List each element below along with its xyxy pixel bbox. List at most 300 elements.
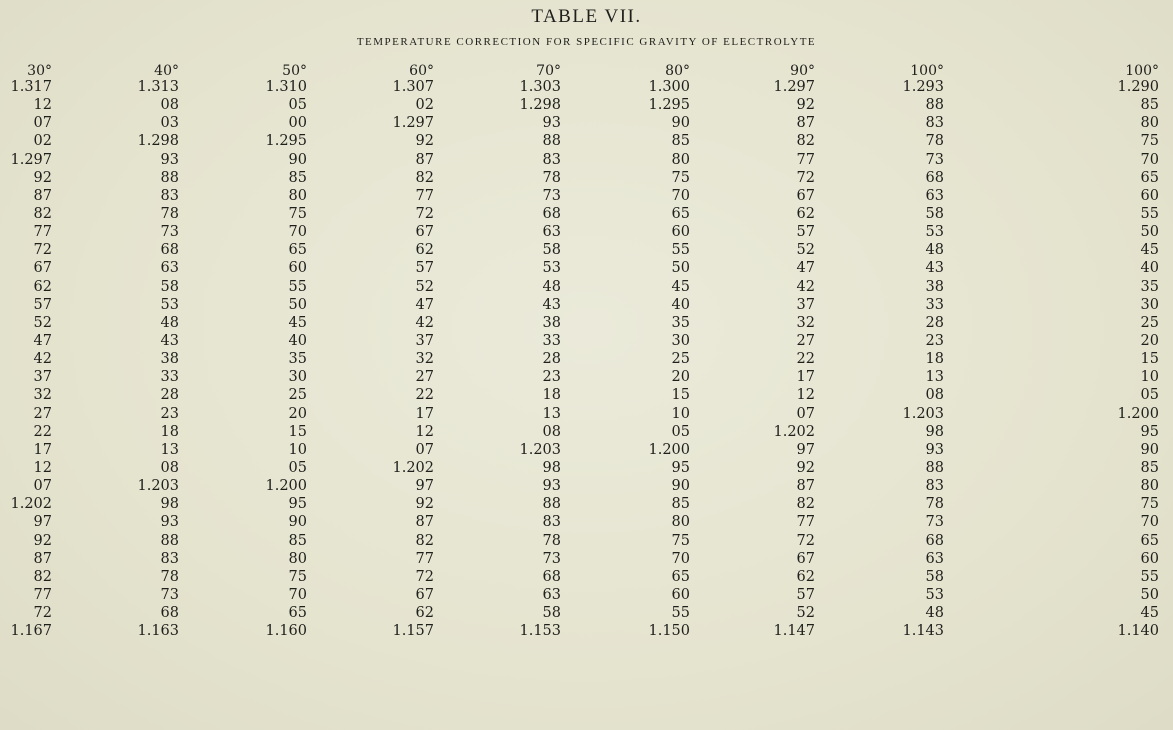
- table-cell: 20: [288, 405, 307, 422]
- table-cell: 93: [160, 151, 179, 168]
- table-cell: 70: [1140, 151, 1159, 168]
- table-cell: 67: [796, 187, 815, 204]
- table-cell: 15: [1140, 351, 1159, 368]
- table-cell: 23: [542, 369, 561, 386]
- table-cell: 02: [415, 97, 434, 114]
- table-cell: 95: [288, 496, 307, 513]
- table-cell: 13: [542, 405, 561, 422]
- table-cell: 1.202: [773, 423, 815, 440]
- table-cell: 38: [160, 351, 179, 368]
- table-cell: 92: [33, 532, 52, 549]
- table-cell: 65: [1140, 169, 1159, 186]
- table-cell: 48: [160, 314, 179, 331]
- table-cell: 88: [542, 133, 561, 150]
- table-cell: 90: [1140, 441, 1159, 458]
- table-cell: 00: [288, 115, 307, 132]
- table-cell: 78: [160, 568, 179, 585]
- table-cell: 80: [288, 187, 307, 204]
- table-cell: 37: [415, 332, 434, 349]
- table-cell: 75: [671, 532, 690, 549]
- table-cell: 95: [1140, 423, 1159, 440]
- table-cell: 93: [542, 478, 561, 495]
- table-cell: 12: [796, 387, 815, 404]
- table-cell: 10: [1140, 369, 1159, 386]
- table-cell: 70: [288, 586, 307, 603]
- table-cell: 83: [925, 115, 944, 132]
- column-header: 70°: [536, 63, 561, 79]
- table-cell: 48: [925, 242, 944, 259]
- table-cell: 62: [415, 242, 434, 259]
- table-cell: 80: [671, 514, 690, 531]
- table-cell: 58: [925, 568, 944, 585]
- table-cell: 87: [796, 115, 815, 132]
- column-header: 100°: [910, 63, 944, 79]
- table-cell: 92: [415, 133, 434, 150]
- table-cell: 90: [671, 115, 690, 132]
- table-cell: 15: [288, 423, 307, 440]
- table-cell: 58: [925, 205, 944, 222]
- table-cell: 62: [796, 568, 815, 585]
- table-cell: 72: [33, 242, 52, 259]
- table-cell: 1.300: [648, 79, 690, 95]
- table-cell: 72: [415, 205, 434, 222]
- table-cell: 73: [925, 151, 944, 168]
- table-cell: 85: [671, 496, 690, 513]
- table-cell: 1.203: [519, 441, 561, 458]
- table-cell: 05: [288, 459, 307, 476]
- table-cell: 1.297: [10, 151, 52, 168]
- table-cell: 82: [415, 169, 434, 186]
- table-cell: 68: [925, 532, 944, 549]
- table-cell: 30: [1140, 296, 1159, 313]
- table-cell: 83: [542, 514, 561, 531]
- table-cell: 08: [160, 459, 179, 476]
- table-cell: 60: [1140, 550, 1159, 567]
- table-cell: 68: [160, 605, 179, 622]
- table-cell: 68: [925, 169, 944, 186]
- table-cell: 02: [33, 133, 52, 150]
- table-cell: 67: [796, 550, 815, 567]
- table-column: [743, 64, 815, 640]
- table-cell: 1.202: [10, 496, 52, 513]
- table-cell: 65: [288, 605, 307, 622]
- table-cell: 58: [542, 242, 561, 259]
- table-cell: 77: [796, 514, 815, 531]
- table-cell: 53: [542, 260, 561, 277]
- table-cell: 05: [671, 423, 690, 440]
- table-cell: 47: [415, 296, 434, 313]
- table-cell: 90: [288, 514, 307, 531]
- table-cell: 90: [288, 151, 307, 168]
- table-cell: 27: [415, 369, 434, 386]
- table-cell: 12: [33, 97, 52, 114]
- table-cell: 07: [33, 115, 52, 132]
- table-cell: 85: [288, 532, 307, 549]
- table-cell: 93: [542, 115, 561, 132]
- table-cell: 78: [160, 205, 179, 222]
- table-cell: 65: [671, 568, 690, 585]
- table-cell: 73: [542, 187, 561, 204]
- table-cell: 93: [925, 441, 944, 458]
- table-cell: 77: [33, 224, 52, 241]
- table-cell: 1.293: [902, 79, 944, 95]
- table-cell: 1.303: [519, 79, 561, 95]
- table-cell: 07: [33, 478, 52, 495]
- table-cell: 15: [671, 387, 690, 404]
- table-cell: 27: [796, 332, 815, 349]
- table-cell: 57: [33, 296, 52, 313]
- table-cell: 1.297: [392, 115, 434, 132]
- table-cell: 30: [288, 369, 307, 386]
- table-cell: 53: [160, 296, 179, 313]
- table-cell: 78: [925, 133, 944, 150]
- table-column: [235, 64, 307, 640]
- table-cell: 83: [542, 151, 561, 168]
- table-cell: 23: [160, 405, 179, 422]
- table-column: [489, 64, 561, 640]
- table-column: [1087, 64, 1159, 640]
- table-cell: 55: [671, 242, 690, 259]
- table-cell: 88: [925, 97, 944, 114]
- table-cell: 38: [542, 314, 561, 331]
- table-cell: 33: [925, 296, 944, 313]
- table-cell: 72: [796, 532, 815, 549]
- table-cell: 83: [925, 478, 944, 495]
- table-cell: 85: [1140, 459, 1159, 476]
- table-cell: 17: [796, 369, 815, 386]
- table-cell: 82: [33, 205, 52, 222]
- table-cell: 10: [671, 405, 690, 422]
- table-cell: 45: [288, 314, 307, 331]
- table-cell: 07: [796, 405, 815, 422]
- table-cell: 65: [288, 242, 307, 259]
- table-cell: 25: [671, 351, 690, 368]
- table-cell: 70: [1140, 514, 1159, 531]
- table-cell: 1.298: [137, 133, 179, 150]
- table-cell: 55: [288, 278, 307, 295]
- table-column: [872, 64, 944, 640]
- table-cell: 43: [925, 260, 944, 277]
- table-cell: 50: [1140, 224, 1159, 241]
- table-cell: 97: [415, 478, 434, 495]
- table-cell: 72: [33, 605, 52, 622]
- table-cell: 80: [1140, 478, 1159, 495]
- table-cell: 55: [1140, 568, 1159, 585]
- table-cell: 1.160: [265, 623, 307, 640]
- table-cell: 1.153: [519, 623, 561, 640]
- table-cell: 85: [288, 169, 307, 186]
- table-cell: 97: [33, 514, 52, 531]
- table-cell: 1.203: [902, 405, 944, 422]
- table-cell: 48: [925, 605, 944, 622]
- table-cell: 43: [542, 296, 561, 313]
- table-cell: 32: [33, 387, 52, 404]
- column-header: 50°: [282, 63, 307, 79]
- table-cell: 37: [796, 296, 815, 313]
- table-cell: 53: [925, 224, 944, 241]
- table-cell: 78: [925, 496, 944, 513]
- table-cell: 17: [33, 441, 52, 458]
- table-cell: 28: [542, 351, 561, 368]
- table-cell: 68: [160, 242, 179, 259]
- table-cell: 70: [671, 550, 690, 567]
- table-cell: 62: [796, 205, 815, 222]
- table-cell: 42: [796, 278, 815, 295]
- table-cell: 90: [671, 478, 690, 495]
- table-cell: 87: [33, 550, 52, 567]
- table-cell: 68: [542, 205, 561, 222]
- table-cell: 20: [671, 369, 690, 386]
- table-cell: 33: [542, 332, 561, 349]
- table-cell: 48: [542, 278, 561, 295]
- table-cell: 52: [796, 242, 815, 259]
- table-cell: 08: [160, 97, 179, 114]
- table-cell: 88: [925, 459, 944, 476]
- table-cell: 60: [671, 586, 690, 603]
- table-cell: 77: [415, 187, 434, 204]
- table-cell: 72: [796, 169, 815, 186]
- table-cell: 50: [288, 296, 307, 313]
- table-cell: 1.310: [265, 79, 307, 95]
- table-cell: 63: [925, 550, 944, 567]
- table-cell: 1.313: [137, 79, 179, 95]
- table-cell: 87: [796, 478, 815, 495]
- table-cell: 75: [1140, 133, 1159, 150]
- table-cell: 98: [160, 496, 179, 513]
- table-column: [107, 64, 179, 640]
- table-cell: 52: [796, 605, 815, 622]
- table-cell: 82: [33, 568, 52, 585]
- table-cell: 08: [542, 423, 561, 440]
- table-cell: 47: [33, 332, 52, 349]
- table-cell: 75: [1140, 496, 1159, 513]
- column-header: 30°: [27, 63, 52, 79]
- table-cell: 67: [415, 224, 434, 241]
- table-cell: 25: [288, 387, 307, 404]
- table-cell: 37: [33, 369, 52, 386]
- table-cell: 63: [925, 187, 944, 204]
- table-cell: 72: [415, 568, 434, 585]
- table-cell: 1.203: [137, 478, 179, 495]
- table-cell: 18: [542, 387, 561, 404]
- table-cell: 65: [1140, 532, 1159, 549]
- table-cell: 55: [1140, 205, 1159, 222]
- table-cell: 12: [415, 423, 434, 440]
- table-cell: 80: [671, 151, 690, 168]
- table-cell: 1.200: [1117, 405, 1159, 422]
- table-cell: 92: [796, 97, 815, 114]
- table-cell: 57: [796, 586, 815, 603]
- table-cell: 82: [415, 532, 434, 549]
- table-cell: 58: [160, 278, 179, 295]
- table-cell: 68: [542, 568, 561, 585]
- table-cell: 82: [796, 496, 815, 513]
- table-cell: 85: [1140, 97, 1159, 114]
- table-cell: 33: [160, 369, 179, 386]
- table-cell: 40: [288, 332, 307, 349]
- table-cell: 95: [671, 459, 690, 476]
- table-cell: 73: [160, 586, 179, 603]
- table-cell: 35: [288, 351, 307, 368]
- table-cell: 62: [415, 605, 434, 622]
- table-cell: 83: [160, 550, 179, 567]
- table-cell: 1.317: [10, 79, 52, 95]
- table-cell: 35: [671, 314, 690, 331]
- table-cell: 1.295: [648, 97, 690, 114]
- table-cell: 38: [925, 278, 944, 295]
- table-cell: 93: [160, 514, 179, 531]
- table-cell: 77: [33, 586, 52, 603]
- column-header: 100°: [1125, 63, 1159, 79]
- table-cell: 57: [415, 260, 434, 277]
- table-cell: 13: [925, 369, 944, 386]
- table-cell: 1.295: [265, 133, 307, 150]
- table-cell: 03: [160, 115, 179, 132]
- table-cell: 63: [542, 586, 561, 603]
- table-cell: 73: [160, 224, 179, 241]
- table-cell: 43: [160, 332, 179, 349]
- table-cell: 70: [671, 187, 690, 204]
- table-cell: 07: [415, 441, 434, 458]
- table-cell: 10: [288, 441, 307, 458]
- table-cell: 73: [925, 514, 944, 531]
- table-cell: 53: [925, 586, 944, 603]
- table-cell: 88: [160, 169, 179, 186]
- table-cell: 98: [542, 459, 561, 476]
- table-cell: 40: [1140, 260, 1159, 277]
- table-cell: 45: [671, 278, 690, 295]
- table-cell: 60: [671, 224, 690, 241]
- table-cell: 1.290: [1117, 79, 1159, 95]
- table-title: TABLE VII.: [531, 6, 642, 27]
- table-cell: 85: [671, 133, 690, 150]
- table-cell: 35: [1140, 278, 1159, 295]
- table-cell: 92: [796, 459, 815, 476]
- table-cell: 78: [542, 169, 561, 186]
- table-cell: 80: [288, 550, 307, 567]
- table-cell: 1.298: [519, 97, 561, 114]
- column-header: 60°: [409, 63, 434, 79]
- table-cell: 25: [1140, 314, 1159, 331]
- table-cell: 67: [415, 586, 434, 603]
- table-cell: 80: [1140, 115, 1159, 132]
- table-cell: 60: [288, 260, 307, 277]
- column-header: 80°: [665, 63, 690, 79]
- table-cell: 52: [415, 278, 434, 295]
- table-cell: 1.147: [773, 623, 815, 640]
- table-cell: 1.202: [392, 459, 434, 476]
- table-cell: 67: [33, 260, 52, 277]
- table-cell: 22: [796, 351, 815, 368]
- table-cell: 92: [33, 169, 52, 186]
- table-cell: 1.200: [648, 441, 690, 458]
- table-column: [0, 64, 52, 640]
- table-cell: 92: [415, 496, 434, 513]
- table-cell: 58: [542, 605, 561, 622]
- table-cell: 12: [33, 459, 52, 476]
- table-cell: 78: [542, 532, 561, 549]
- table-column: [362, 64, 434, 640]
- column-header: 40°: [154, 63, 179, 79]
- table-cell: 1.140: [1117, 623, 1159, 640]
- table-cell: 28: [925, 314, 944, 331]
- table-cell: 98: [925, 423, 944, 440]
- table-cell: 83: [160, 187, 179, 204]
- table-cell: 75: [671, 169, 690, 186]
- table-cell: 13: [160, 441, 179, 458]
- table-cell: 42: [415, 314, 434, 331]
- table-cell: 1.163: [137, 623, 179, 640]
- table-cell: 88: [160, 532, 179, 549]
- table-cell: 32: [796, 314, 815, 331]
- table-cell: 70: [288, 224, 307, 241]
- table-column: [618, 64, 690, 640]
- table-cell: 28: [160, 387, 179, 404]
- table-cell: 17: [415, 405, 434, 422]
- table-cell: 47: [796, 260, 815, 277]
- table-cell: 73: [542, 550, 561, 567]
- table-cell: 77: [415, 550, 434, 567]
- table-cell: 45: [1140, 242, 1159, 259]
- table-cell: 97: [796, 441, 815, 458]
- table-cell: 75: [288, 568, 307, 585]
- table-cell: 20: [1140, 332, 1159, 349]
- column-header: 90°: [790, 63, 815, 79]
- table-cell: 87: [33, 187, 52, 204]
- table-cell: 18: [925, 351, 944, 368]
- table-cell: 50: [1140, 586, 1159, 603]
- table-cell: 32: [415, 351, 434, 368]
- table-cell: 77: [796, 151, 815, 168]
- table-cell: 42: [33, 351, 52, 368]
- table-cell: 30: [671, 332, 690, 349]
- table-cell: 1.297: [773, 79, 815, 95]
- table-cell: 05: [288, 97, 307, 114]
- table-cell: 1.157: [392, 623, 434, 640]
- table-cell: 87: [415, 151, 434, 168]
- table-cell: 1.143: [902, 623, 944, 640]
- table-cell: 27: [33, 405, 52, 422]
- table-cell: 88: [542, 496, 561, 513]
- table-cell: 82: [796, 133, 815, 150]
- table-cell: 1.307: [392, 79, 434, 95]
- table-cell: 1.167: [10, 623, 52, 640]
- table-cell: 45: [1140, 605, 1159, 622]
- table-cell: 63: [160, 260, 179, 277]
- table-cell: 22: [415, 387, 434, 404]
- table-cell: 63: [542, 224, 561, 241]
- table-cell: 65: [671, 205, 690, 222]
- table-cell: 23: [925, 332, 944, 349]
- table-cell: 1.150: [648, 623, 690, 640]
- table-cell: 75: [288, 205, 307, 222]
- table-cell: 87: [415, 514, 434, 531]
- table-subtitle: TEMPERATURE CORRECTION FOR SPECIFIC GRAVITY OF ELECTROLYTE: [356, 36, 817, 48]
- table-cell: 55: [671, 605, 690, 622]
- table-cell: 08: [925, 387, 944, 404]
- table-cell: 18: [160, 423, 179, 440]
- table-cell: 05: [1140, 387, 1159, 404]
- table-cell: 60: [1140, 187, 1159, 204]
- table-cell: 1.200: [265, 478, 307, 495]
- table-cell: 57: [796, 224, 815, 241]
- table-cell: 40: [671, 296, 690, 313]
- table-cell: 22: [33, 423, 52, 440]
- table-cell: 62: [33, 278, 52, 295]
- table-cell: 52: [33, 314, 52, 331]
- table-cell: 50: [671, 260, 690, 277]
- correction-table: [12, 64, 1169, 716]
